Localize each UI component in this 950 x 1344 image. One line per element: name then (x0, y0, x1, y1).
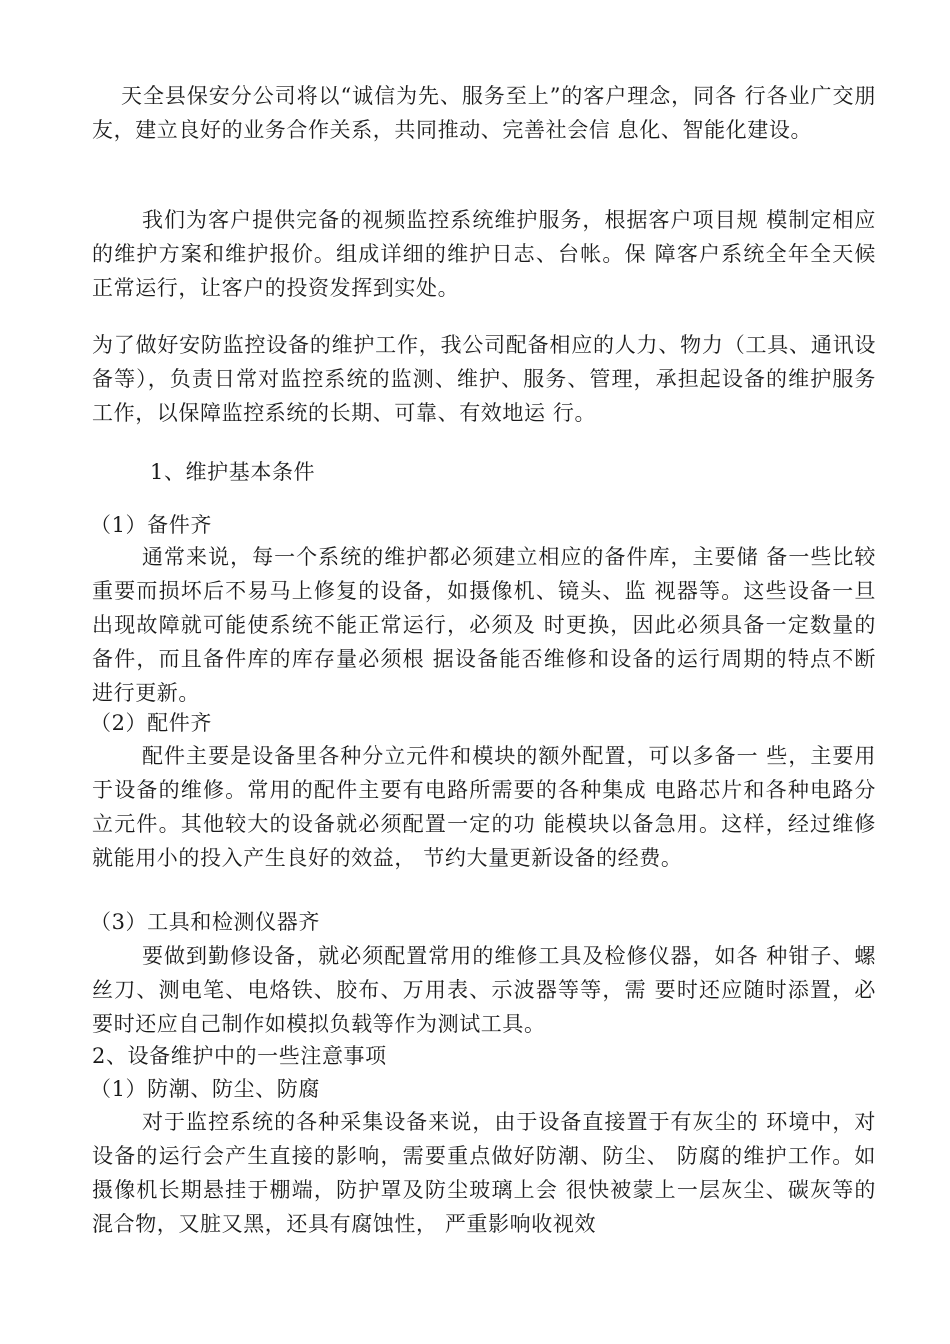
paragraph-accessories: 配件主要是设备里各种分立元件和模块的额外配置，可以多备一 些，主要用于设备的维修。常用的配件主要有电路所需要的各种集成 电路芯片和各种电路分立元件。其他较大的设备就必须配置一定的功 能模块以备急用。这样，经过维修就能用小的投入产生良好的效益， 节约大量更新设备的经费。 (92, 744, 876, 870)
paragraph-company-philosophy: 天全县保安分公司将以“诚信为先、服务至上”的客户理念，同各 行各业广交朋友，建立良好的业务合作关系，共同推动、完善社会信 息化、智能化建设。 (92, 84, 876, 142)
paragraph-maintenance-service: 我们为客户提供完备的视频监控系统维护服务，根据客户项目规 模制定相应的维护方案和维护报价。组成详细的维护日志、台帐。保 障客户系统全年全天候正常运行，让客户的投资发挥到实处。 (92, 208, 876, 300)
paragraph-moisture-dust-corrosion: 对于监控系统的各种采集设备来说，由于设备直接置于有灰尘的 环境中，对设备的运行会产生直接的影响，需要重点做好防潮、防尘、 防腐的维护工作。如摄像机长期悬挂于棚端，防护罩及防尘玻璃上会 很快被蒙上一层灰尘、碳灰等的混合物，又脏又黑，还具有腐蚀性， 严重影响收视效 (92, 1110, 876, 1236)
section-heading-precautions: 2、设备维护中的一些注意事项 (92, 1044, 387, 1068)
paragraph-spare-parts: 通常来说，每一个系统的维护都必须建立相应的备件库，主要储 备一些比较重要而损坏后不易马上修复的设备，如摄像机、镜头、监 视器等。这些设备一旦出现故障就可能使系统不能正常运行，必须及 时更换，因此必须具备一定数量的备件，而且备件库的库存量必须根 据设备能否维修和设备的运行周期的特点不断进行更新。 (92, 545, 876, 705)
subheading-tools-instruments: （3）工具和检测仪器齐 (90, 910, 320, 934)
subheading-spare-parts: （1）备件齐 (90, 513, 212, 537)
paragraph-tools-instruments: 要做到勤修设备，就必须配置常用的维修工具及检修仪器，如各 种钳子、螺丝刀、测电笔、电烙铁、胶布、万用表、示波器等等，需 要时还应随时添置，必要时还应自己制作如模拟负载等作为测试工具。 (92, 944, 876, 1036)
subheading-accessories: （2）配件齐 (90, 711, 212, 735)
paragraph-maintenance-resources: 为了做好安防监控设备的维护工作，我公司配备相应的人力、物力（工具、通讯设备等），负责日常对监控系统的监测、维护、服务、管理，承担起设备的维护服务工作，以保障监控系统的长期、可靠、有效地运 行。 (92, 333, 876, 425)
section-heading-basic-conditions: 1、维护基本条件 (150, 460, 316, 484)
subheading-moisture-dust-corrosion: （1）防潮、防尘、防腐 (90, 1077, 320, 1101)
